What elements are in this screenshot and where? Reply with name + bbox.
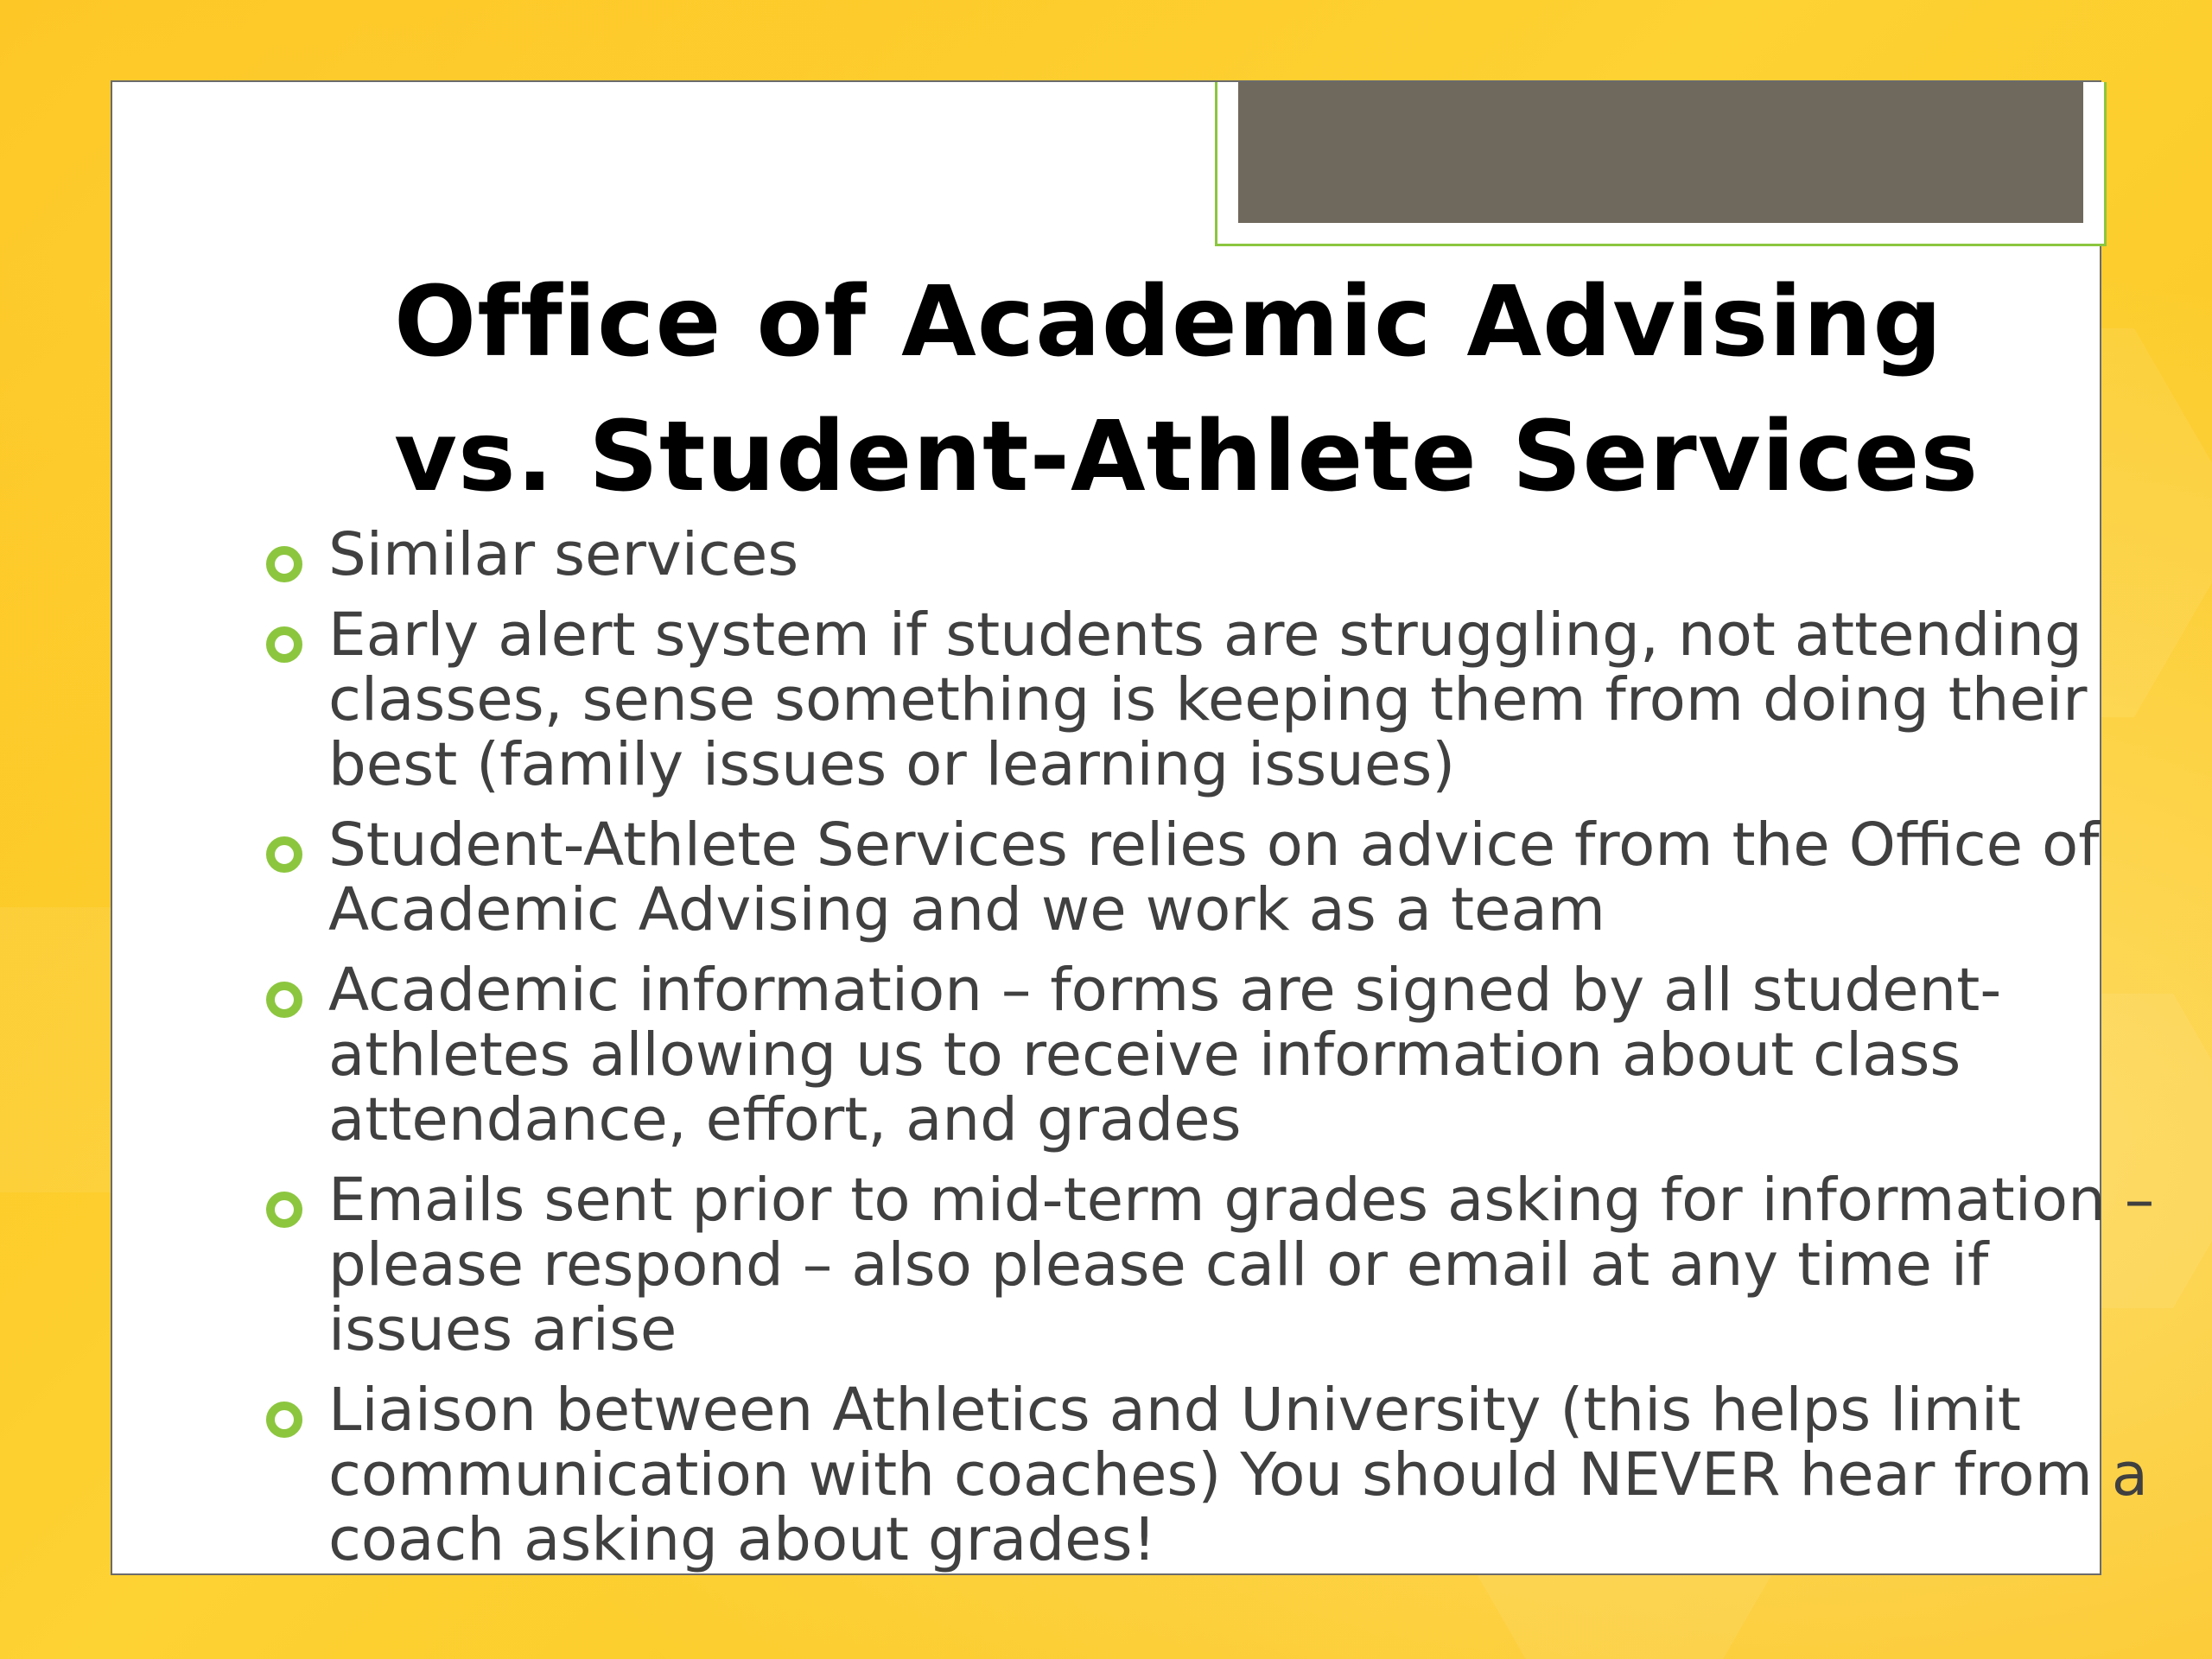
- bullet-text: Emails sent prior to mid-term grades asking for information – please respond – also please call or email at any time if issues arise: [328, 1166, 2155, 1364]
- bullet-text: Similar services: [328, 520, 799, 589]
- ring-bullet-icon: [266, 982, 302, 1018]
- title-accent-box-fill: [1238, 82, 2083, 223]
- bullet-text: Academic information – forms are signed by all student-athletes allowing us to receive information about class attendance, effort, and grades: [328, 956, 2002, 1154]
- bullet-list: [264, 520, 2191, 1588]
- ring-bullet-icon: [266, 836, 302, 873]
- title-accent-box: [1215, 82, 2107, 246]
- ring-bullet-icon: [266, 1402, 302, 1438]
- ring-bullet-icon: [266, 626, 302, 663]
- bullet-item: [264, 1168, 2191, 1363]
- bullet-text: Early alert system if students are struggling, not attending classes, sense something is keeping them from doing their best (family issues or learning issues): [328, 601, 2088, 799]
- bullet-item: [264, 958, 2191, 1153]
- bullet-text: Liaison between Athletics and University (this helps limit communication with coaches) You should NEVER hear from a coach asking about grades!: [328, 1376, 2149, 1574]
- ring-bullet-icon: [266, 1192, 302, 1228]
- content-card: [111, 80, 2155, 1575]
- slide-title-line-2: vs. Student-Athlete Services: [394, 401, 1980, 513]
- slide-title: [394, 255, 2122, 524]
- bullet-item: [264, 1378, 2191, 1573]
- slide-title-line-1: Office of Academic Advising: [394, 266, 1943, 378]
- ring-bullet-icon: [266, 546, 302, 582]
- bullet-item: [264, 810, 2191, 944]
- bullet-item: [264, 603, 2191, 798]
- bullet-text: Student-Athlete Services relies on advice from the Office of Academic Advising and we work as a team: [328, 810, 2100, 944]
- bullet-item: [264, 520, 2191, 589]
